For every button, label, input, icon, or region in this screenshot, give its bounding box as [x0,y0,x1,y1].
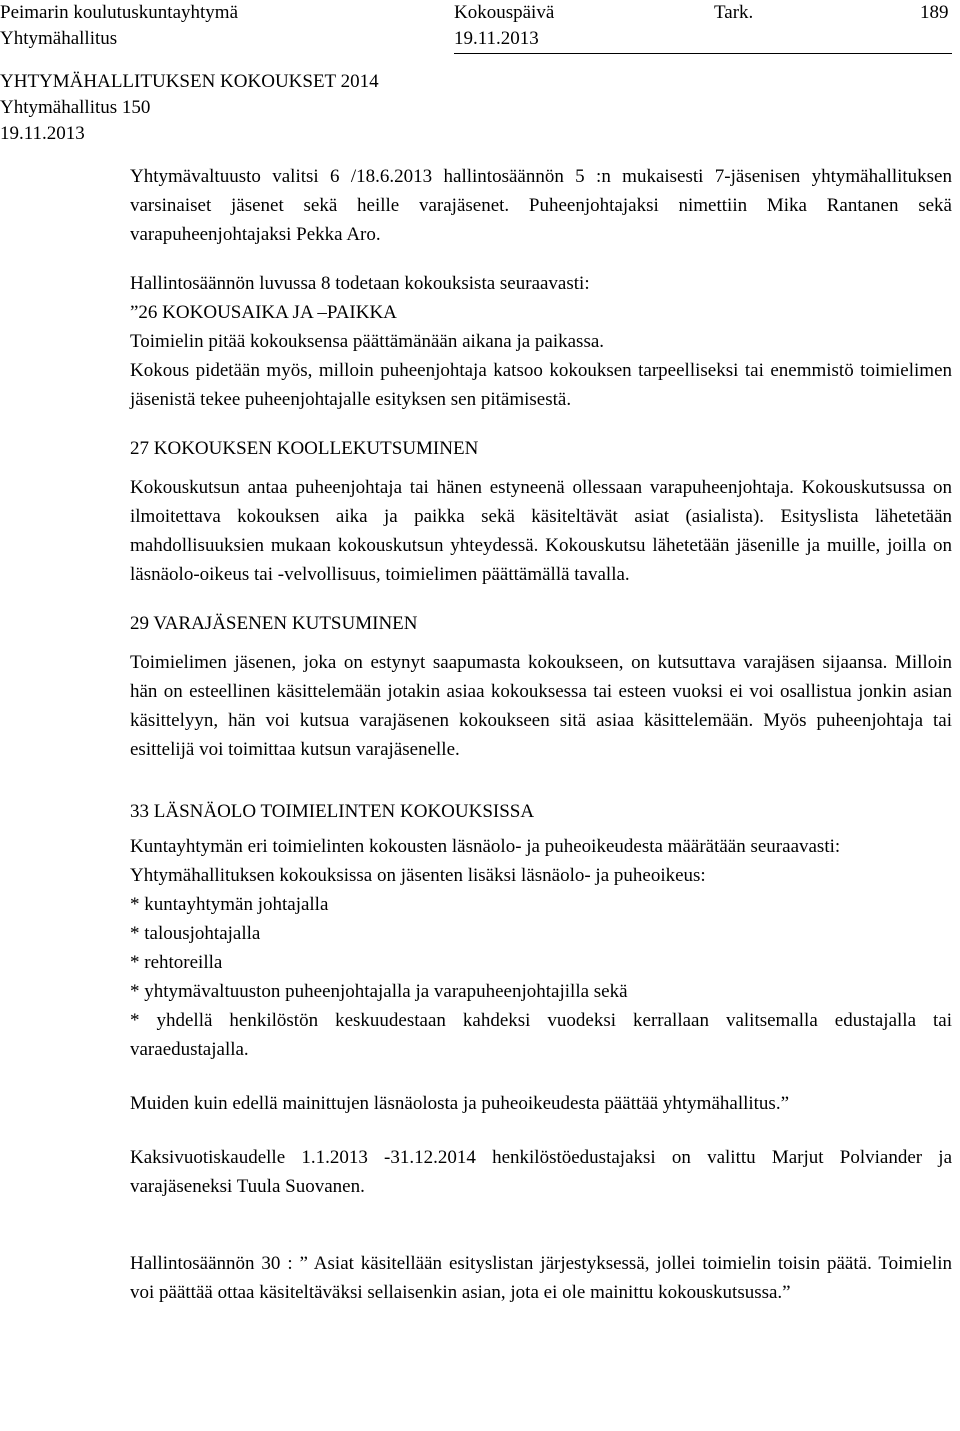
list-item: * yhdellä henkilöstön keskuudestaan kahdeksi vuodeksi kerrallaan valitsemalla edustajalla tai varaedustajalla. [130,1010,952,1060]
list-item: * kuntayhtymän johtajalla [130,894,329,915]
section-30-paragraph: Hallintosäännön 30 : ” Asiat käsitellään esityslistan järjestyksessä, jollei toimielin toisin päätä. Toimielin voi päättää ottaa käsiteltäväksi sellaisenkin asian, jota ei ole mainittu kokouskutsussa.” [130,1253,952,1303]
intro-paragraph: Yhtymävaltuusto valitsi 6 /18.6.2013 hallintosäännön 5 :n mukaisesti 7-jäsenisen yhtymähallituksen varsinaiset jäsenet sekä heille varajäsenet. Puheenjohtajaksi nimettiin Mika Rantanen sekä varapuheenjohtajaksi Pekka Aro. [130,166,952,245]
section-33-heading: 33 LÄSNÄOLO TOIMIELINTEN KOKOUKSISSA [130,801,535,822]
section-26-paragraph-2: Kokous pidetään myös, milloin puheenjohtaja katsoo kokouksen tarpeelliseksi tai enemmistö toimielimen jäsenistä tekee puheenjohtajalle esityksen sen pitämisestä. [130,360,952,410]
section-27-paragraph: Kokouskutsun antaa puheenjohtaja tai hänen estyneenä ollessaan varapuheenjohtaja. Kokouskutsussa on ilmoitettava kokouksen aika ja paikka sekä käsiteltävät asiat (asialista). Esityslista lähetetään mahdollisuuksien mukaan kokouskutsun yhteydessä. Kokouskutsu lähetetään jäsenille ja muille, joilla on läsnäolo-oikeus tai -velvollisuus, toimielimen päättämällä tavalla. [130,477,952,585]
staff-representative-paragraph: Kaksivuotiskaudelle 1.1.2013 -31.12.2014 henkilöstöedustajaksi on valittu Marjut Polviander ja varajäseneksi Tuula Suovanen. [130,1147,952,1197]
section-26-paragraph-1: Toimielin pitää kokouksensa päättämänään aikana ja paikassa. [130,331,605,352]
header-row-2 [0,26,960,52]
section-27-heading: 27 KOKOUKSEN KOOLLEKUTSUMINEN [130,438,479,459]
list-item: * rehtoreilla [130,952,223,973]
section-29-paragraph: Toimielimen jäsenen, joka on estynyt saapumasta kokoukseen, on kutsuttava varajäsen sijaansa. Milloin hän on esteellinen käsittelemään jotakin asiaa kokouksessa tai esteen vuoksi ei voi osallistua jonkin asian käsittelyyn, hän voi kutsua varajäsenen kokoukseen sitä asiaa käsittelemään. Myös puheenjohtaja tai esittelijä voi toimittaa kutsun varajäsenelle. [130,652,952,760]
section-33-paragraph-2: Yhtymähallituksen kokouksissa on jäsenten lisäksi läsnäolo- ja puheoikeus: [130,865,706,886]
list-item: * talousjohtajalla [130,923,261,944]
section-number: Yhtymähallitus 150 [0,97,151,118]
body-name: Yhtymähallitus [0,28,118,49]
section-33-paragraph-1: Kuntayhtymän eri toimielinten kokousten läsnäolo- ja puheoikeudesta määrätään seuraavasti: [130,836,841,857]
organization-name: Peimarin koulutuskuntayhtymä [0,2,239,23]
section-26-heading: ”26 KOKOUSAIKA JA –PAIKKA [130,302,397,323]
section-33-closing: Muiden kuin edellä mainittujen läsnäolosta ja puheoikeudesta päättää yhtymähallitus.” [130,1093,790,1114]
series-title: YHTYMÄHALLITUKSEN KOKOUKSET 2014 [0,71,379,92]
rules-intro: Hallintosäännön luvussa 8 todetaan kokouksista seuraavasti: [130,273,590,294]
meeting-title-block [0,69,379,147]
section-date: 19.11.2013 [0,123,85,144]
page-number: 189 [920,2,949,23]
header-row-1 [0,0,960,26]
meeting-date: 19.11.2013 [454,28,539,49]
document-body [130,162,952,1307]
section-29-heading: 29 VARAJÄSENEN KUTSUMINEN [130,613,418,634]
list-item: * yhtymävaltuuston puheenjohtajalla ja varapuheenjohtajilla sekä [130,981,628,1002]
check-label: Tark. [714,2,754,23]
date-label: Kokouspäivä [454,2,555,23]
header-divider [454,53,952,54]
